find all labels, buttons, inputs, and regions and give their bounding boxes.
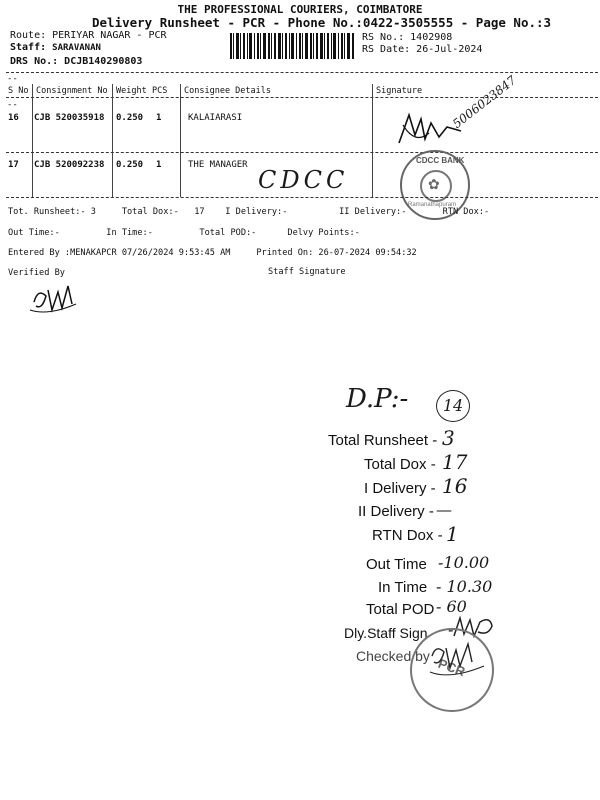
- tally-label-checked-by: Checked by: [356, 648, 430, 664]
- row17-pcs: 1: [156, 160, 162, 170]
- rs-number: RS No.: 1402908: [362, 32, 453, 43]
- col-line-4: [372, 84, 373, 197]
- tally-label-out-time: Out Time: [366, 556, 427, 573]
- divider-row16: [6, 152, 598, 153]
- checked-by-signature: [428, 640, 488, 680]
- bank-stamp-emblem: ✿: [428, 176, 440, 192]
- tally-label-in-time: In Time: [378, 579, 428, 596]
- tally-value-staff-sign: -: [448, 620, 454, 639]
- staff-signature-label: Staff Signature: [268, 267, 346, 277]
- verified-by: Verified By: [8, 268, 65, 278]
- tally-label-total-pod: Total POD: [366, 601, 435, 618]
- row16-consignee: KALAIARASI: [188, 113, 243, 123]
- col-weight: Weight: [116, 86, 147, 96]
- dp-label: D.P:-: [346, 384, 409, 414]
- row17-consignment: CJB 520092238: [34, 160, 105, 170]
- runsheet-title: Delivery Runsheet - PCR - Phone No.:0422-3505555 - Page No.:3: [92, 15, 552, 30]
- staff-label: [10, 42, 101, 53]
- row17-sno: 17: [8, 160, 19, 170]
- tally-label-runsheet: Total Runsheet -: [328, 432, 438, 449]
- route-label: Route: PERIYAR NAGAR - PCR: [10, 30, 167, 41]
- tally-label-ii-delivery: II Delivery -: [358, 503, 434, 520]
- divider-stub-2: --: [7, 100, 18, 110]
- rs-date: RS Date: 26-Jul-2024: [362, 44, 483, 55]
- barcode: [230, 33, 356, 59]
- tally-value-out-time: -10.00: [438, 553, 490, 572]
- verified-signature: [28, 280, 80, 316]
- tally-value-dox: 17: [442, 450, 468, 474]
- barcode-graphic: [230, 33, 356, 59]
- dp-value: 14: [436, 390, 470, 422]
- col-line-2: [112, 84, 113, 197]
- tally-label-staff-sign: Dly.Staff Sign: [344, 625, 428, 641]
- row17-handwritten-note: CDCC: [258, 166, 349, 194]
- col-consignment: Consignment No: [36, 86, 108, 96]
- summary-line-1: Tot. Runsheet:- 3 Total Dox:- 17 I Delivery:- II Delivery:- RTN Dox:-: [8, 207, 490, 217]
- pcr-stamp-text: PCR: [436, 655, 468, 680]
- row17-consignee: THE MANAGER: [188, 160, 248, 170]
- tally-value-runsheet: 3: [442, 426, 455, 450]
- tally-value-rtn-dox: 1: [446, 522, 459, 546]
- row17-weight: 0.250: [116, 160, 144, 170]
- row16-pcs: 1: [156, 113, 162, 123]
- divider-header: [6, 97, 598, 98]
- bank-stamp-bottom: Ramanathapuram: [408, 202, 457, 208]
- col-sno: S No: [8, 86, 29, 96]
- staff-value: SARAVANAN: [52, 43, 101, 53]
- col-line-1: [32, 84, 33, 197]
- tally-value-ii-delivery: —: [436, 500, 452, 519]
- row16-handwritten-number: 5006023847: [450, 72, 519, 132]
- summary-line-2: Out Time:- In Time:- Total POD:- Delvy Points:-: [8, 228, 360, 238]
- col-signature: Signature: [376, 86, 423, 96]
- staff-key: Staff:: [10, 42, 47, 53]
- col-pcs: PCS: [152, 86, 168, 96]
- row16-weight: 0.250: [116, 113, 144, 123]
- row16-sno: 16: [8, 113, 19, 123]
- bank-stamp-text: CDCC BANK: [416, 156, 465, 165]
- divider-stub: --: [7, 74, 18, 84]
- tally-value-total-pod: - 60: [436, 597, 467, 616]
- col-line-3: [180, 84, 181, 197]
- company-title: THE PROFESSIONAL COURIERS, COIMBATORE: [177, 3, 423, 16]
- tally-value-i-delivery: 16: [442, 474, 468, 498]
- tally-label-rtn-dox: RTN Dox -: [372, 527, 443, 544]
- row16-signature: [395, 105, 465, 150]
- tally-label-dox: Total Dox -: [364, 456, 436, 473]
- drs-number: DRS No.: DCJB140290803: [10, 56, 143, 67]
- divider-table-bottom: [6, 197, 598, 198]
- col-consignee: Consignee Details: [184, 86, 271, 96]
- entered-by: Entered By :MENAKAPCR 07/26/2024 9:53:45 AM Printed On: 26-07-2024 09:54:32: [8, 248, 417, 258]
- row16-consignment: CJB 520035918: [34, 113, 105, 123]
- tally-value-in-time: - 10.30: [436, 577, 493, 596]
- tally-label-i-delivery: I Delivery -: [364, 480, 436, 497]
